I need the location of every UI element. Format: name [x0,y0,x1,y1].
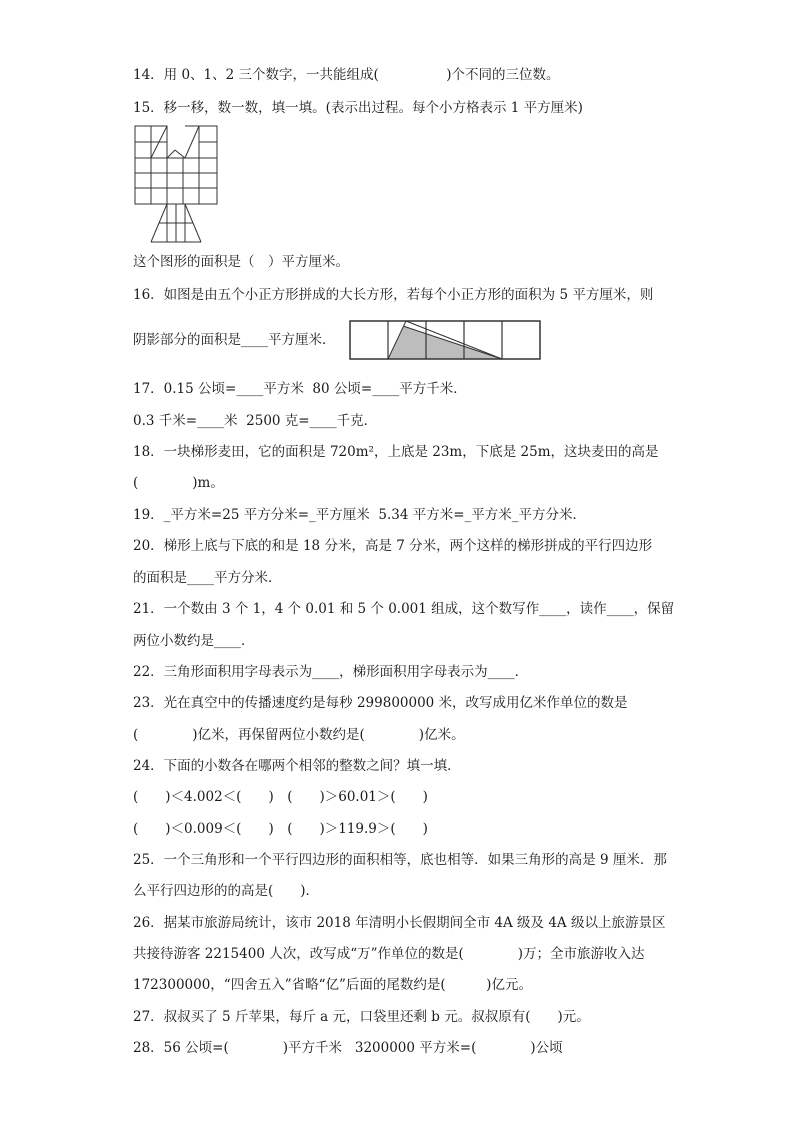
question-16-cont: 阴影部分的面积是____平方厘米． [133,332,336,348]
question-22: 22．三角形面积用字母表示为____，梯形面积用字母表示为____． [133,664,529,680]
question-27: 27．叔叔买了 5 斤苹果，每斤 a 元，口袋里还剩 b 元。叔叔原有( )元。 [133,1009,590,1025]
question-14: 14．用 0、1、2 三个数字，一共能组成( )个不同的三位数。 [133,67,560,83]
question-26-cont2: 172300000，“四舍五入”省略“亿”后面的尾数约是( )亿元。 [133,977,532,993]
grid-figure-q15 [133,124,233,244]
question-19: 19．_平方米=25 平方分米=_平方厘米 5.34 平方米=_平方米_平方分米． [133,507,587,523]
question-28: 28．56 公顷=( )平方千米 3200000 平方米=( )公顷 [133,1040,563,1056]
question-24: 24．下面的小数各在哪两个相邻的整数之间？填一填． [133,758,461,774]
question-24-row1: ( )＜4.002＜( ) ( )＞60.01＞( ) [133,789,428,805]
question-23: 23．光在真空中的传播速度约是每秒 299800000 米，改写成用亿米作单位的数是 [133,695,628,711]
question-16: 16．如图是由五个小正方形拼成的大长方形，若每个小正方形的面积为 5 平方厘米，则 [133,287,654,303]
question-25: 25．一个三角形和一个平行四边形的面积相等，底也相等．如果三角形的高是 9 厘米．那 [133,852,667,868]
question-21: 21．一个数由 3 个 1，4 个 0.01 和 5 个 0.001 组成，这个数写作____，读作____，保留 [133,601,675,617]
question-20-cont: 的面积是____平方分米． [133,570,282,586]
question-20: 20．梯形上底与下底的和是 18 分米，高是 7 分米，两个这样的梯形拼成的平行四边形 [133,538,653,554]
question-24-row2: ( )＜0.009＜( ) ( )＞119.9＞( ) [133,821,428,837]
question-21-cont: 两位小数约是____． [133,633,255,649]
question-18: 18．一块梯形麦田，它的面积是 720m²，上底是 23m，下底是 25m，这块麦田的高是 [133,444,659,460]
question-17: 17．0.15 公顷=____平方米 80 公顷=____平方千米． [133,381,467,397]
question-26: 26．据某市旅游局统计，该市 2018 年清明小长假期间全市 4A 级及 4A 级以上旅游景区 [133,915,666,931]
question-23-cont: ( )亿米，再保留两位小数约是( )亿米。 [133,727,465,743]
question-25-cont: 么平行四边形的的高是( )． [133,883,320,899]
question-15-answer: 这个图形的面积是（ ）平方厘米。 [133,254,349,270]
question-17-cont: 0.3 千米=____米 2500 克=____千克． [133,413,378,429]
question-26-cont1: 共接待游客 2215400 人次，改写成“万”作单位的数是( )万；全市旅游收入达 [133,946,645,962]
question-18-cont: ( )m。 [133,475,224,491]
rectangle-figure-q16 [348,319,548,363]
question-15: 15．移一移，数一数，填一填。(表示出过程。每个小方格表示 1 平方厘米) [133,100,583,116]
